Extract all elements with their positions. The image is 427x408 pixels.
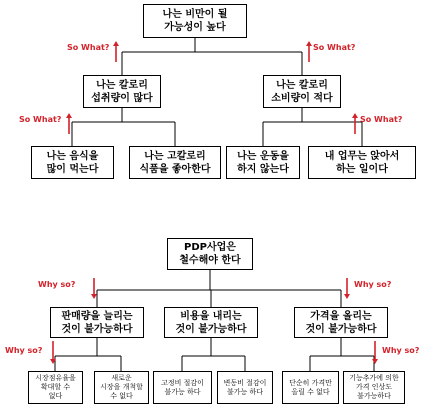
why-so-label-right: Why so?	[382, 346, 420, 355]
why-so-label-root-left: Why so?	[38, 280, 76, 289]
market-share-box: 시장점유율을 확대할 수 없다	[28, 371, 83, 404]
variable-cost-box: 변동비 절감이 불가능 하다	[217, 371, 273, 404]
desk-job-box: 내 업무는 앉아서 하는 일이다	[308, 146, 416, 179]
so-what-arrow-left-head	[66, 113, 72, 118]
price-increase-box: 가격을 올리는 것이 불가능하다	[294, 307, 388, 338]
why-so-label-root-right: Why so?	[354, 280, 392, 289]
why-so-label-left: Why so?	[5, 346, 43, 355]
why-so-root-box: PDP사업은 철수해야 한다	[167, 238, 253, 270]
so-what-arrow-root-right-head	[306, 41, 312, 46]
so-what-arrow-root-left-head	[113, 41, 119, 46]
price-only-box: 단순히 가격만 올릴 수 없다	[282, 371, 339, 404]
no-exercise-box: 나는 운동을 하지 않는다	[226, 146, 300, 179]
so-what-root-box: 나는 비만이 될 가능성이 높다	[143, 4, 247, 38]
high-calorie-food-box: 나는 고칼로리 식품을 좋아한다	[129, 146, 221, 179]
sales-increase-box: 판매량을 늘리는 것이 불가능하다	[50, 307, 144, 338]
so-what-label-root-left: So What?	[67, 43, 110, 52]
why-so-arrow-root-right-head	[344, 294, 350, 299]
why-so-arrow-right-head	[372, 359, 378, 364]
new-market-box: 새로운 시장을 개척할 수 없다	[94, 371, 149, 404]
calorie-intake-box: 나는 칼로리 섭취량이 많다	[83, 75, 161, 108]
eat-a-lot-box: 나는 음식을 많이 먹는다	[31, 146, 114, 179]
so-what-label-root-right: So What?	[313, 43, 356, 52]
why-so-arrow-root-left-head	[91, 294, 97, 299]
so-what-label-right: So What?	[360, 115, 403, 124]
calorie-burn-box: 나는 칼로리 소비량이 적다	[263, 75, 341, 108]
feature-price-box: 기능추가에 의한 가격 인상도 불가능하다	[343, 371, 405, 404]
cost-reduction-box: 비용을 내리는 것이 불가능하다	[164, 307, 258, 338]
so-what-arrow-right-head	[352, 113, 358, 118]
so-what-label-left: So What?	[19, 115, 62, 124]
fixed-cost-box: 고정비 절감이 불가능 하다	[153, 371, 212, 404]
